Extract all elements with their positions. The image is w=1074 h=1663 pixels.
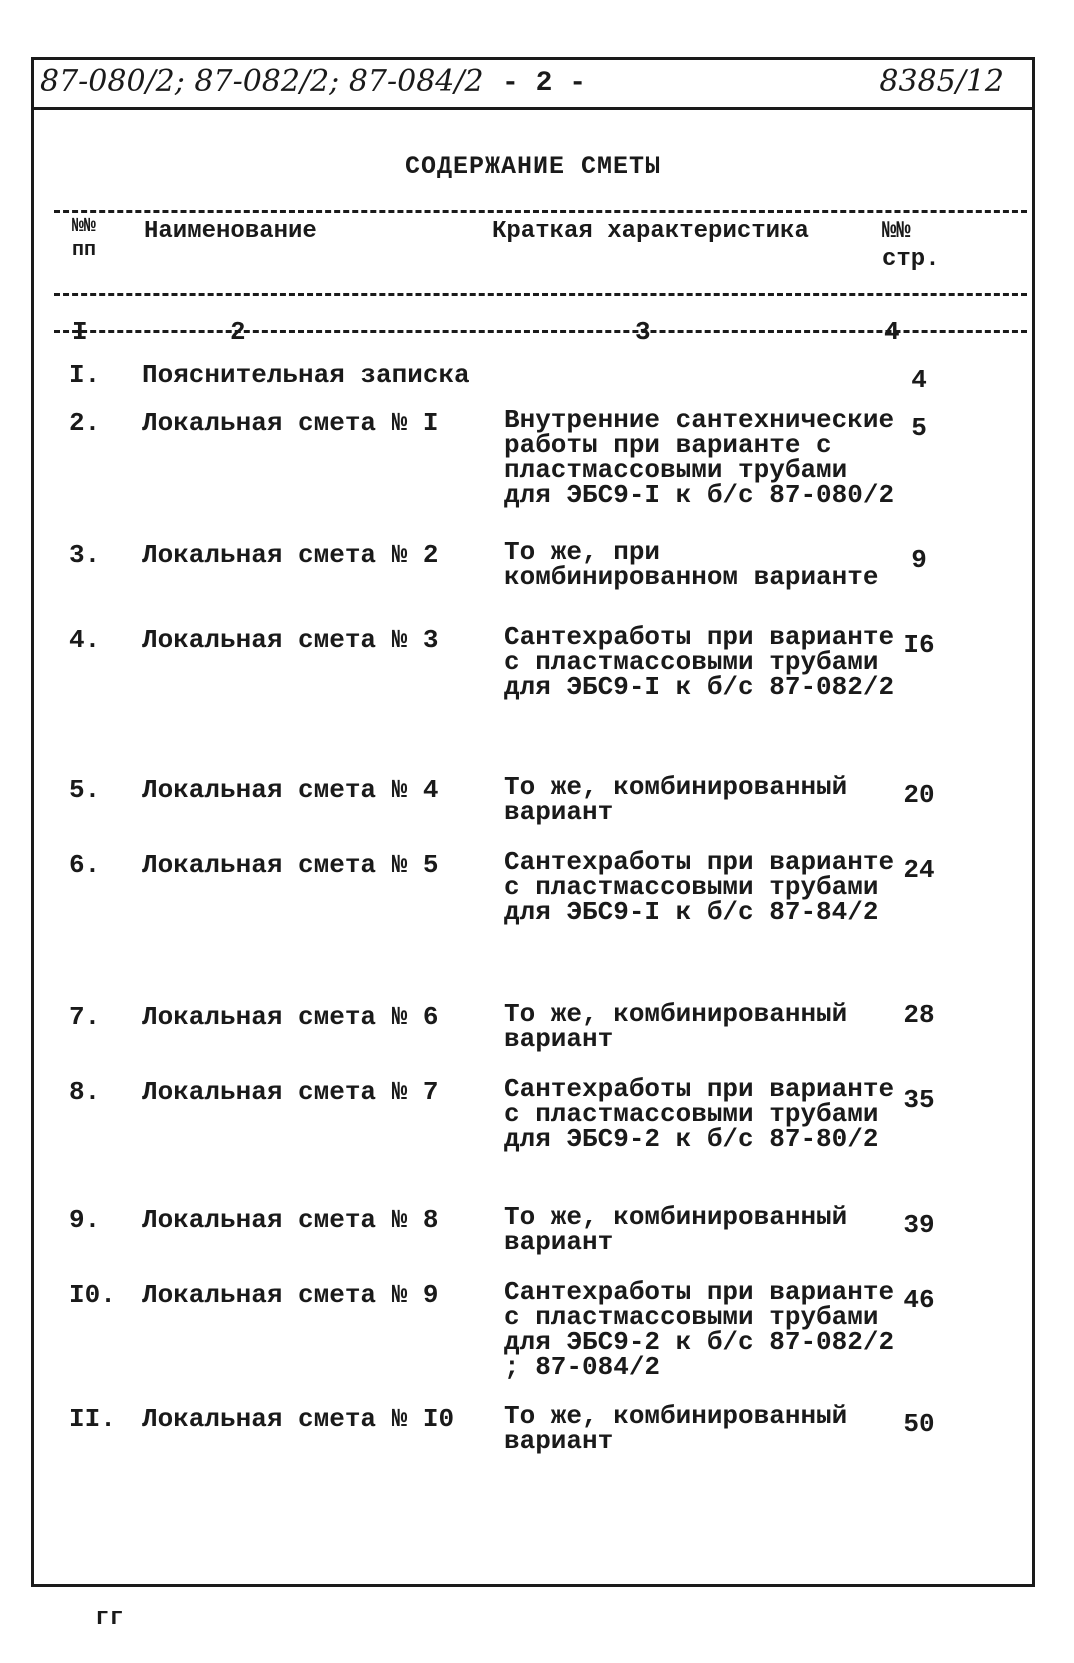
page-title: СОДЕРЖАНИЕ СМЕТЫ [404, 152, 662, 181]
row-number: 5. [69, 775, 101, 805]
row-description: То же, комбинированный вариант [504, 772, 848, 827]
row-description: То же, комбинированный вариант [504, 1401, 848, 1456]
row-description: Сантехработы при варианте с пластмассовыми трубами для ЭБС9-I к б/с 87-082/2 [504, 622, 895, 702]
row-number: 3. [69, 540, 101, 570]
row-name: Локальная смета № 4 [142, 775, 439, 805]
col-number-3: 3 [635, 317, 651, 347]
col-number-1: I [72, 317, 88, 347]
row-page: 39 [903, 1210, 935, 1240]
row-description: Внутренние сантехнические работы при варианте с пластмассовыми трубами для ЭБС9-I к б/с 87-080/2 [504, 405, 895, 510]
row-name: Локальная смета № 2 [142, 540, 439, 570]
row-description: То же, при комбинированном варианте [504, 537, 879, 592]
row-name: Локальная смета № 3 [142, 625, 439, 655]
col-header-name: Наименование [144, 218, 317, 245]
row-number: I0. [69, 1280, 116, 1310]
row-page: I6 [903, 630, 935, 660]
row-page: 28 [903, 1000, 935, 1030]
header-band [34, 60, 1032, 110]
col-number-2: 2 [230, 317, 246, 347]
row-number: 2. [69, 408, 101, 438]
row-page: 35 [903, 1085, 935, 1115]
divider-top [54, 210, 1027, 213]
row-number: 9. [69, 1205, 101, 1235]
page-frame [31, 57, 1035, 1587]
row-page: 9 [911, 545, 927, 575]
col-header-page: №№ стр. [882, 218, 940, 273]
col-number-4: 4 [884, 317, 900, 347]
row-description: Сантехработы при варианте с пластмассовыми трубами для ЭБС9-I к б/с 87-84/2 [504, 847, 895, 927]
doc-codes: 87-080/2; 87-082/2; 87-084/2 [40, 64, 484, 99]
row-name: Локальная смета № 5 [142, 850, 439, 880]
row-number: 4. [69, 625, 101, 655]
row-page: 4 [911, 365, 927, 395]
row-page: 24 [903, 855, 935, 885]
col-header-num: №№ пп [72, 215, 97, 262]
row-name: Локальная смета № 6 [142, 1002, 439, 1032]
row-number: 7. [69, 1002, 101, 1032]
row-number: II. [69, 1404, 116, 1434]
row-name: Локальная смета № 8 [142, 1205, 439, 1235]
page-number: - 2 - [502, 68, 587, 99]
row-description: Сантехработы при варианте с пластмассовыми трубами для ЭБС9-2 к б/с 87-082/2 ; 87-084/2 [504, 1277, 895, 1382]
row-page: 20 [903, 780, 935, 810]
row-number: 8. [69, 1077, 101, 1107]
row-name: Локальная смета № 9 [142, 1280, 439, 1310]
divider-mid [54, 293, 1027, 296]
row-name: Пояснительная записка [142, 360, 470, 390]
col-header-desc: Краткая характеристика [492, 218, 809, 245]
row-name: Локальная смета № 7 [142, 1077, 439, 1107]
row-description: То же, комбинированный вариант [504, 999, 848, 1054]
row-page: 46 [903, 1285, 935, 1315]
row-page: 50 [903, 1409, 935, 1439]
row-name: Локальная смета № I0 [142, 1404, 455, 1434]
row-description: То же, комбинированный вариант [504, 1202, 848, 1257]
row-number: I. [69, 360, 101, 390]
row-name: Локальная смета № I [142, 408, 439, 438]
footer-mark: гг [95, 1605, 124, 1632]
divider-bottom [54, 330, 1027, 333]
row-number: 6. [69, 850, 101, 880]
registration-number: 8385/12 [879, 64, 1004, 99]
row-description: Сантехработы при варианте с пластмассовыми трубами для ЭБС9-2 к б/с 87-80/2 [504, 1074, 895, 1154]
row-page: 5 [911, 413, 927, 443]
